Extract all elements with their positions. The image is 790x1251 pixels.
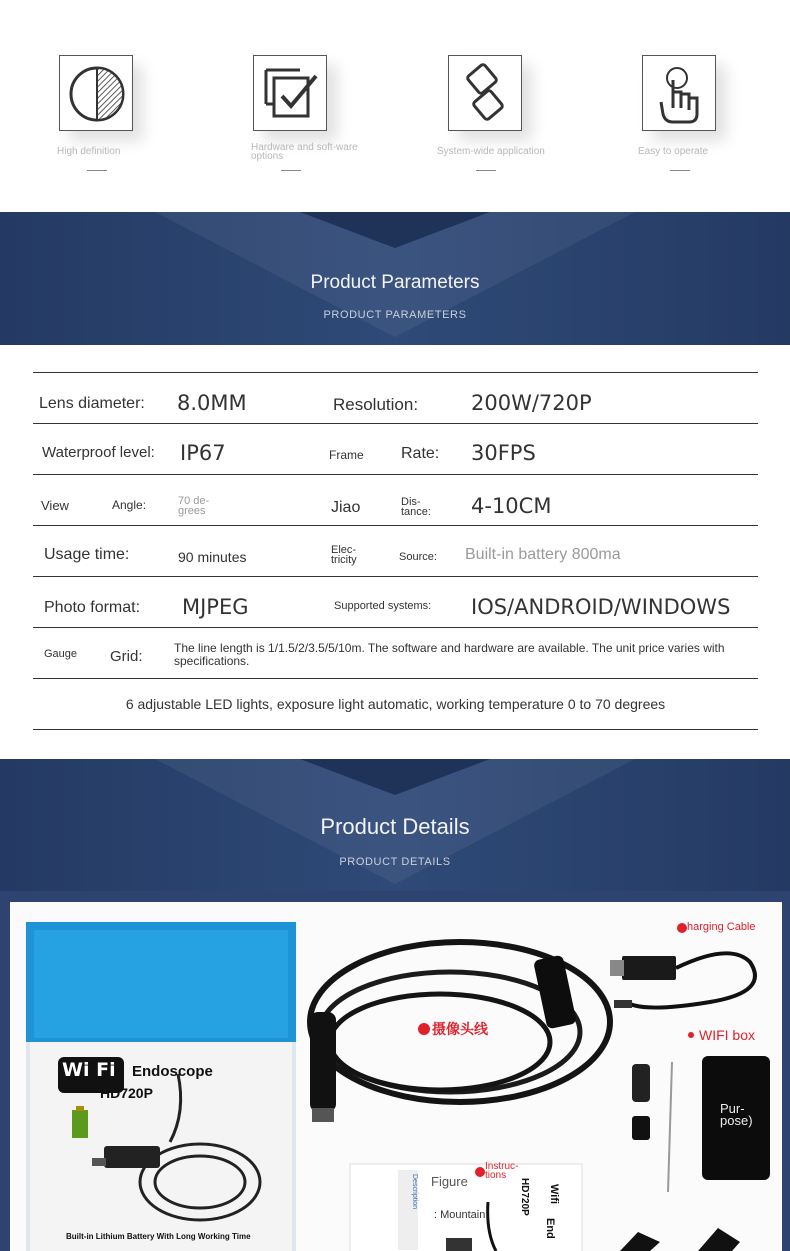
waterproof-label: Waterproof level: <box>42 444 155 461</box>
jiao-label: Jiao <box>331 499 361 516</box>
manual-model: HD720P <box>519 1178 530 1216</box>
charging-cable-tag: harging Cable <box>687 921 756 933</box>
divider <box>33 627 758 628</box>
divider <box>670 170 690 171</box>
box-bottom-text: Built-in Lithium Battery With Long Working Time <box>66 1232 251 1241</box>
feature-label: Easy to operate <box>638 146 709 157</box>
section-subtitle: PRODUCT PARAMETERS <box>323 309 467 321</box>
lens-diameter-value: 8.0MM <box>177 391 247 415</box>
source-label: Source: <box>399 551 437 563</box>
manual-wifi-logo: Wifi <box>548 1184 560 1205</box>
grid-value: The line length is 1/1.5/2/3.5/5/10m. The software and hardware are available. The unit price varies with specifications. <box>174 641 725 668</box>
waterproof-value: IP67 <box>180 441 226 465</box>
gauge-label: Gauge <box>44 648 78 660</box>
divider <box>33 423 758 424</box>
instructions-tag: Instruc-tions <box>485 1161 519 1181</box>
purpose-tag: Pur-pose) <box>720 1101 753 1128</box>
divider <box>33 474 758 475</box>
rotated-squares-icon <box>448 55 522 131</box>
usage-time-label: Usage time: <box>44 546 130 563</box>
footer-note: 6 adjustable LED lights, exposure light automatic, working temperature 0 to 70 degrees <box>125 696 666 712</box>
angle-label: Angle: <box>112 498 147 512</box>
feature-label: High definition <box>57 146 121 157</box>
lens-diameter-label: Lens diameter: <box>39 395 145 412</box>
section-title: Product Parameters <box>310 272 480 293</box>
rate-value: 30FPS <box>471 441 536 465</box>
divider <box>87 170 107 171</box>
touch-hand-icon <box>642 55 716 131</box>
usage-time-value: 90 minutes <box>178 549 247 565</box>
product-parameters-banner <box>0 212 790 345</box>
box-model-label: HD720P <box>100 1085 153 1101</box>
distance-label: Dis-tance: <box>401 496 431 518</box>
divider <box>476 170 496 171</box>
divider <box>33 576 758 577</box>
divider <box>33 729 758 730</box>
camera-cable-tag: 摄像头线 <box>432 1022 488 1038</box>
product-photo <box>0 891 790 1251</box>
grid-label: Grid: <box>110 648 143 665</box>
figure-tag: Figure <box>431 1174 468 1189</box>
resolution-label: Resolution: <box>333 395 419 414</box>
half-circle-icon <box>59 55 133 131</box>
wifi-box-tag: WIFI box <box>699 1027 756 1043</box>
supported-systems-label: Supported systems: <box>334 600 432 612</box>
view-label: View <box>41 498 69 513</box>
product-illustration <box>10 902 782 1251</box>
divider <box>33 525 758 526</box>
source-value: Built-in battery 800ma <box>465 546 621 563</box>
angle-value: 70 de-grees <box>178 495 210 517</box>
manual-description: Description <box>411 1174 418 1210</box>
rate-label: Rate: <box>401 445 440 462</box>
electricity-label: Elec-tricity <box>331 544 357 566</box>
manual-endoscope-text: End <box>544 1218 556 1239</box>
supported-systems-value: IOS/ANDROID/WINDOWS <box>471 595 731 619</box>
divider <box>33 678 758 679</box>
photo-format-value: MJPEG <box>182 595 249 619</box>
divider <box>33 372 758 373</box>
parameter-table <box>0 345 790 759</box>
resolution-value: 200W/720P <box>471 391 592 415</box>
section-title: Product Details <box>320 814 470 839</box>
box-wifi-logo: Wi Fi <box>62 1059 116 1081</box>
photo-scene <box>10 902 782 1251</box>
frame-label: Frame <box>329 448 364 462</box>
section-subtitle: PRODUCT DETAILS <box>339 856 451 868</box>
feature-label: System-wide application <box>437 146 545 157</box>
checkbox-stack-icon <box>253 55 327 131</box>
mountain-tag: : Mountain <box>434 1209 486 1221</box>
box-endoscope-label: Endoscope <box>132 1063 213 1080</box>
divider <box>281 170 301 171</box>
feature-label: Hardware and soft-ware options <box>251 142 358 162</box>
product-details-banner <box>0 759 790 891</box>
photo-format-label: Photo format: <box>44 599 141 616</box>
distance-value: 4-10CM <box>471 494 552 518</box>
